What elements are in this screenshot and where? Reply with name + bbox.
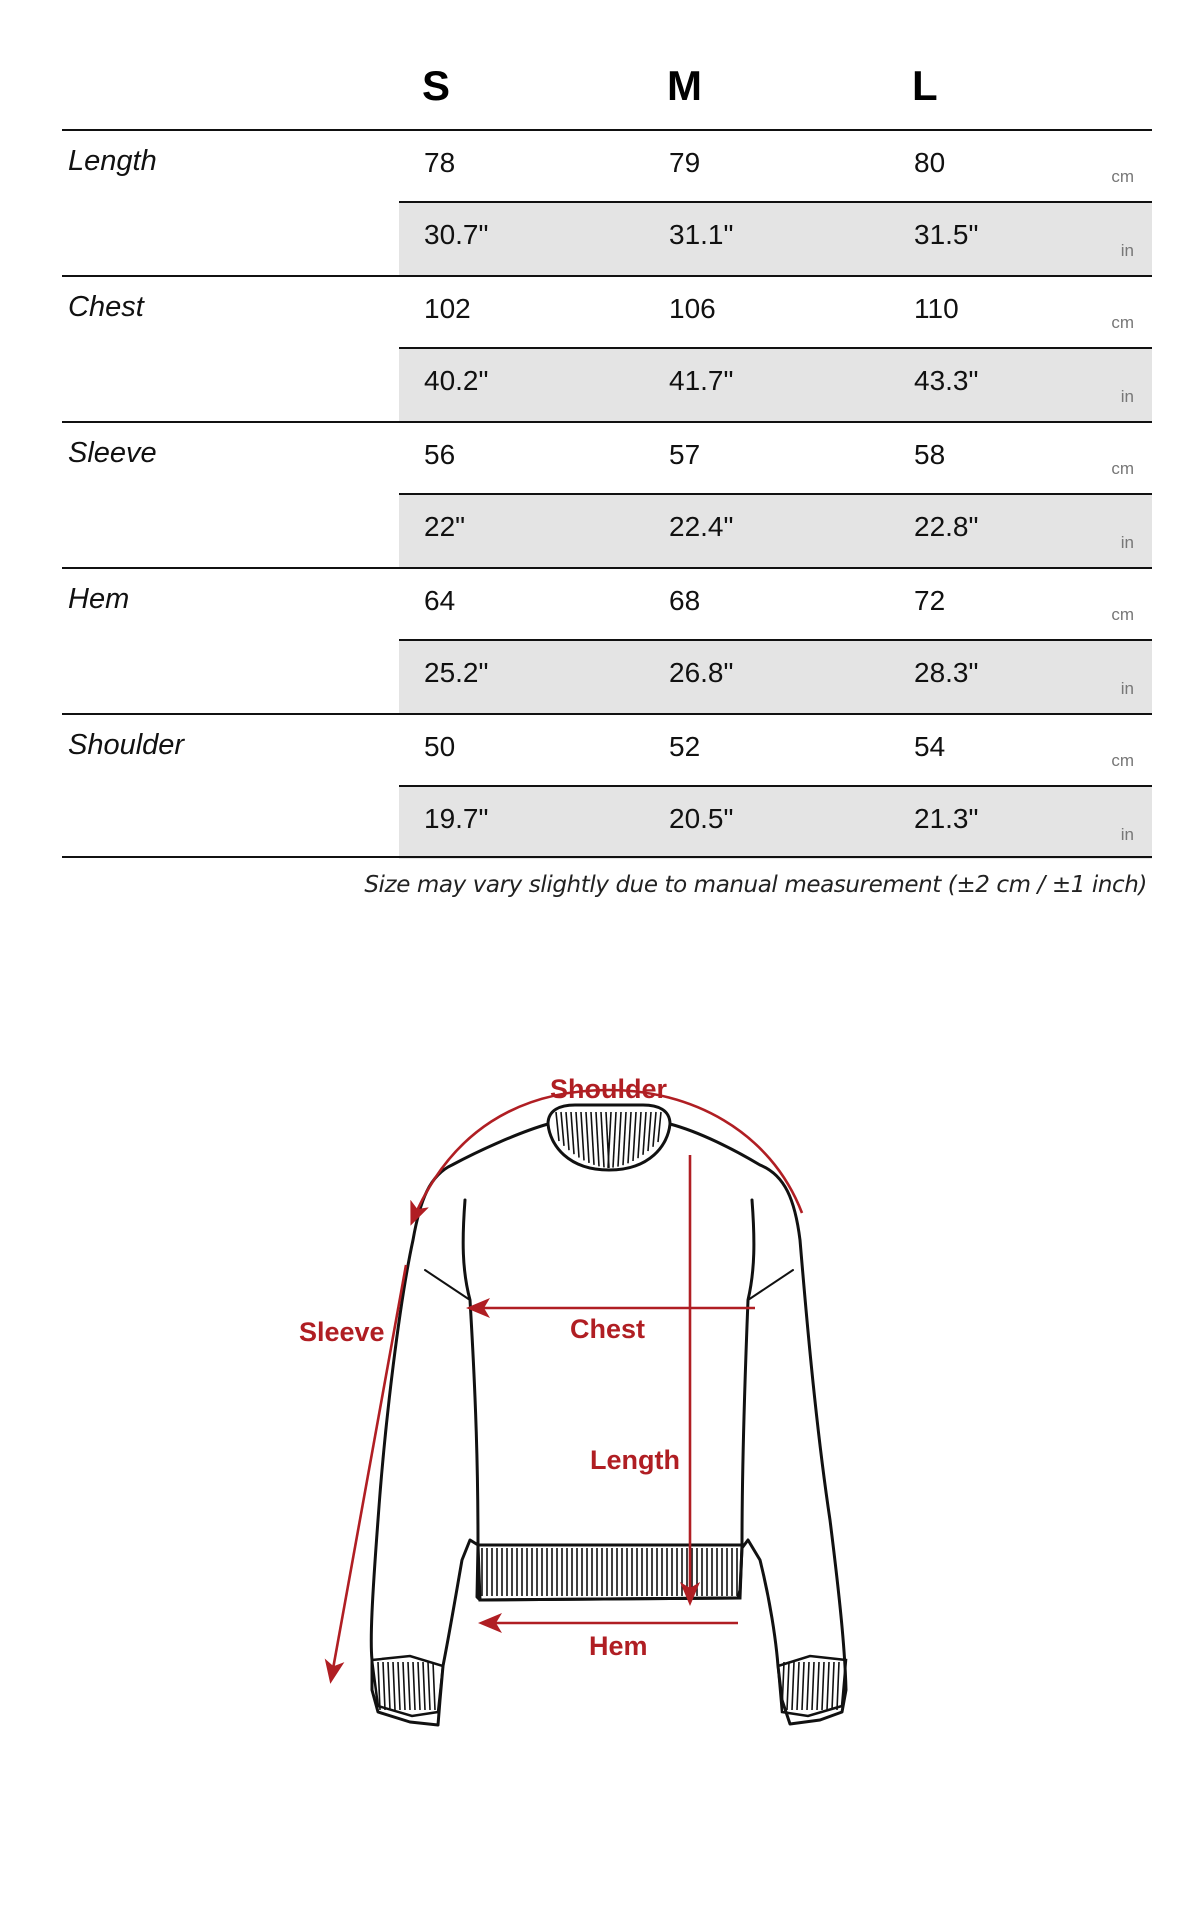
label-shoulder: Shoulder [550, 1074, 668, 1104]
unit-label: in [1120, 533, 1134, 552]
value-cell-s: 78 [424, 147, 456, 178]
value-cell-s: 19.7" [424, 803, 489, 834]
value-cell-l: 28.3" [914, 657, 979, 688]
label-sleeve: Sleeve [299, 1317, 385, 1347]
size-header-s: S [422, 62, 451, 109]
value-cell-m: 57 [669, 439, 701, 470]
value-cell-m: 52 [669, 731, 701, 762]
unit-label: cm [1111, 313, 1134, 332]
value-cell-s: 22" [424, 511, 466, 542]
unit-label: in [1120, 825, 1134, 844]
measurement-label: Shoulder [68, 729, 185, 761]
label-chest: Chest [570, 1314, 646, 1344]
value-cell-s: 102 [424, 293, 471, 324]
value-cell-l: 22.8" [914, 511, 979, 542]
label-length: Length [590, 1445, 680, 1475]
size-header-m: M [667, 62, 702, 109]
value-cell-s: 50 [424, 731, 456, 762]
value-cell-l: 43.3" [914, 365, 979, 396]
value-cell-l: 110 [914, 293, 959, 324]
measurement-note: Size may vary slightly due to manual measurement (±2 cm / ±1 inch) [364, 872, 1147, 898]
unit-label: in [1120, 387, 1134, 406]
value-cell-l: 80 [914, 147, 946, 178]
value-cell-s: 64 [424, 585, 456, 616]
value-cell-l: 72 [914, 585, 946, 616]
value-cell-s: 25.2" [424, 657, 489, 688]
value-cell-s: 30.7" [424, 219, 489, 250]
value-cell-m: 20.5" [669, 803, 734, 834]
unit-label: in [1120, 679, 1134, 698]
value-cell-l: 31.5" [914, 219, 979, 250]
unit-label: cm [1111, 751, 1134, 770]
measurement-label: Hem [68, 583, 130, 615]
value-cell-m: 68 [669, 585, 701, 616]
unit-label: cm [1111, 605, 1134, 624]
unit-label: cm [1111, 459, 1134, 478]
value-cell-m: 22.4" [669, 511, 734, 542]
measurement-label: Sleeve [68, 437, 157, 469]
measurement-label: Length [68, 145, 157, 177]
value-cell-l: 21.3" [914, 803, 979, 834]
measurement-label: Chest [68, 291, 144, 323]
value-cell-s: 40.2" [424, 365, 489, 396]
unit-label: cm [1111, 167, 1134, 186]
value-cell-m: 79 [669, 147, 701, 178]
value-cell-m: 26.8" [669, 657, 734, 688]
label-hem: Hem [589, 1631, 648, 1661]
unit-label: in [1120, 241, 1134, 260]
value-cell-l: 54 [914, 731, 946, 762]
value-cell-m: 106 [669, 293, 716, 324]
size-header-l: L [912, 62, 938, 109]
value-cell-m: 31.1" [669, 219, 734, 250]
value-cell-m: 41.7" [669, 365, 734, 396]
value-cell-s: 56 [424, 439, 456, 470]
value-cell-l: 58 [914, 439, 946, 470]
